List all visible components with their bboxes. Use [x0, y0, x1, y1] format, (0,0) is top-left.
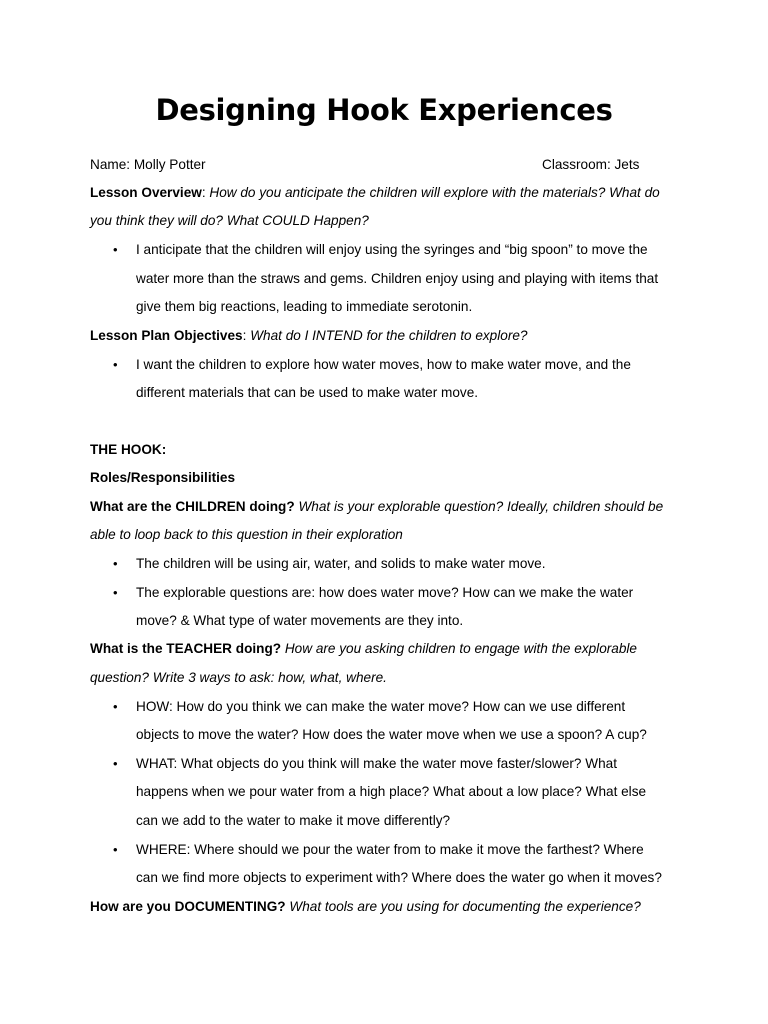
- children-prompt-2: able to loop back to this question in their exploration: [90, 527, 403, 542]
- objectives-bullet-line: different materials that can be used to make water move.: [136, 385, 479, 400]
- overview-bullet-line: I anticipate that the children will enjoy using the syringes and “big spoon” to move the: [136, 242, 648, 257]
- classroom-field: Classroom: Jets: [542, 157, 640, 172]
- overview-prompt-line: [90, 185, 660, 201]
- bullet-icon: •: [113, 699, 118, 714]
- teacher-bullet-line: WHAT: What objects do you think will make the water move faster/slower? What: [136, 756, 617, 771]
- overview-separator: :: [201, 185, 206, 200]
- overview-prompt-line-2: [90, 213, 369, 229]
- name-field: Name: Molly Potter: [90, 157, 206, 172]
- teacher-line-2: [90, 670, 387, 686]
- children-bullet-line: move? & What type of water movements are they into.: [136, 613, 464, 628]
- objectives-separator: :: [242, 328, 247, 343]
- teacher-bullet-line: can we find more objects to experiment with? Where does the water go when it moves?: [136, 870, 662, 885]
- bullet-icon: •: [113, 556, 118, 571]
- overview-bullet-line: water more than the straws and gems. Children enjoy using and playing with items that: [136, 271, 659, 286]
- teacher-bullet-line: WHERE: Where should we pour the water from to make it move the farthest? Where: [136, 842, 644, 857]
- teacher-prompt: How are you asking children to engage with the explorable: [284, 641, 637, 656]
- children-bullet-line: The children will be using air, water, and solids to make water move.: [136, 556, 546, 571]
- documenting-line: [90, 899, 641, 915]
- documenting-prompt: What tools are you using for documenting the experience?: [289, 899, 641, 914]
- teacher-line: [90, 641, 637, 657]
- documenting-label: How are you DOCUMENTING?: [90, 899, 286, 914]
- page-title: Designing Hook Experiences: [155, 93, 613, 127]
- overview-label: Lesson Overview: [90, 185, 202, 200]
- overview-bullet-line: give them big reactions, leading to immediate serotonin.: [136, 299, 473, 314]
- bullet-icon: •: [113, 756, 118, 771]
- children-label: What are the CHILDREN doing?: [90, 499, 295, 514]
- objectives-label: Lesson Plan Objectives: [90, 328, 243, 343]
- teacher-bullet-line: can we add to the water to make it move differently?: [136, 813, 451, 828]
- overview-prompt: How do you anticipate the children will explore with the materials? What do: [209, 185, 660, 200]
- roles-heading: [90, 470, 235, 486]
- bullet-icon: •: [113, 357, 118, 372]
- teacher-label: What is the TEACHER doing?: [90, 641, 282, 656]
- teacher-bullet-line: HOW: How do you think we can make the water move? How can we use different: [136, 699, 626, 714]
- teacher-bullet-line: objects to move the water? How does the water move when we use a spoon? A cup?: [136, 727, 647, 742]
- objectives-prompt: What do I INTEND for the children to explore?: [250, 328, 528, 343]
- bullet-icon: •: [113, 842, 118, 857]
- children-bullet-line: The explorable questions are: how does water move? How can we make the water: [136, 585, 634, 600]
- objectives-line: [90, 328, 527, 344]
- teacher-prompt-2: question? Write 3 ways to ask: how, what, where.: [90, 670, 387, 685]
- bullet-icon: •: [113, 585, 118, 600]
- children-prompt: What is your explorable question? Ideally, children should be: [298, 499, 664, 514]
- children-line: [90, 499, 663, 515]
- hook-heading-text: THE HOOK:: [90, 442, 167, 457]
- teacher-bullet-line: happens when we pour water from a high place? What about a low place? What else: [136, 784, 647, 799]
- hook-heading: [90, 442, 166, 458]
- roles-heading-text: Roles/Responsibilities: [90, 470, 236, 485]
- children-line-2: [90, 527, 403, 543]
- overview-prompt-2: you think they will do? What COULD Happen?: [90, 213, 369, 228]
- objectives-bullet-line: I want the children to explore how water moves, how to make water move, and the: [136, 357, 631, 372]
- bullet-icon: •: [113, 242, 118, 257]
